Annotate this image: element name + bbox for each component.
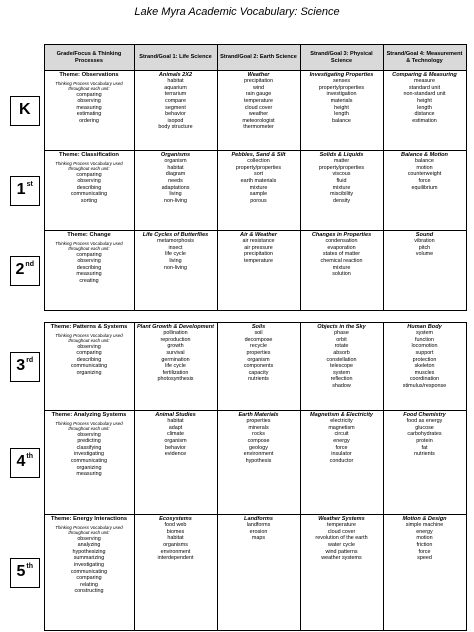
vocab-term: sample xyxy=(249,191,268,198)
vocab-term: property/properties xyxy=(235,164,282,171)
vocab-term: porous xyxy=(250,197,267,204)
vocab-term: soil xyxy=(254,330,263,337)
topic-cell xyxy=(383,151,466,231)
vocab-term: minerals xyxy=(248,424,269,431)
vocab-term: geology xyxy=(249,444,268,451)
vocab-term: absorb xyxy=(333,349,350,356)
vocab-term: hypothesizing xyxy=(72,548,106,555)
vocab-term: friction xyxy=(416,541,433,548)
vocab-term: describing xyxy=(76,356,102,363)
grade-cell xyxy=(6,71,44,151)
topic-cell xyxy=(300,515,383,631)
vocab-term: rotate xyxy=(334,343,349,350)
vocab-term: senses xyxy=(332,78,351,85)
process-note: Thinking Process Vocabulary used throughout each unit: xyxy=(55,160,123,171)
vocab-term: magnetism xyxy=(328,424,355,431)
theme-cell xyxy=(44,515,134,631)
theme-cell xyxy=(44,151,134,231)
vocab-term: cloud cover xyxy=(244,104,273,111)
vocab-term: comparing xyxy=(76,91,102,98)
vocab-term: stimulus/response xyxy=(402,382,447,389)
vocab-term: hypothesis xyxy=(245,457,272,464)
vocab-term: estimation xyxy=(412,117,437,124)
unit-topic: Investigating Properties xyxy=(309,72,374,78)
vocab-term: organism xyxy=(164,158,187,165)
vocab-term: growth xyxy=(167,343,184,350)
vocab-term: equilibrium xyxy=(411,184,438,191)
vocab-term: electricity xyxy=(330,418,353,425)
unit-topic: Animals 2X2 xyxy=(158,72,193,78)
topic-cell xyxy=(300,323,383,411)
vocab-term: reproduction xyxy=(160,336,191,343)
table-row xyxy=(6,231,466,311)
vocab-term: habitat xyxy=(167,535,184,542)
vocab-term: observing xyxy=(77,258,101,265)
table-row xyxy=(6,71,466,151)
vocab-term: protein xyxy=(416,437,433,444)
process-note: Thinking Process Vocabulary used throughout each unit: xyxy=(55,240,123,251)
vocab-term: nutrients xyxy=(248,376,269,383)
topic-cell xyxy=(217,515,300,631)
vocab-term: mixture xyxy=(332,264,351,271)
grade-cell xyxy=(6,411,44,515)
vocab-term: comparing xyxy=(76,575,102,582)
vocab-term: comparing xyxy=(76,171,102,178)
theme-cell xyxy=(44,231,134,311)
unit-topic: Changes in Properties xyxy=(311,232,372,238)
vocab-term: pitch xyxy=(418,244,431,251)
unit-topic: Life Cycles of Butterflies xyxy=(142,232,209,238)
vocab-term: height xyxy=(334,104,349,111)
vocab-term: measuring xyxy=(76,471,102,478)
topic-cell xyxy=(383,515,466,631)
vocab-term: force xyxy=(418,548,431,555)
vocab-term: investigating xyxy=(74,451,104,458)
vocab-term: meteorologist xyxy=(242,117,275,124)
vocab-term: erosion xyxy=(249,528,268,535)
vocab-term: solution xyxy=(332,271,351,278)
vocab-term: mixture xyxy=(249,184,268,191)
vocab-term: cloud cover xyxy=(327,528,356,535)
unit-topic: Earth Materials xyxy=(238,412,279,418)
topic-cell xyxy=(300,151,383,231)
topic-cell xyxy=(383,71,466,151)
vocab-term: matter xyxy=(333,158,350,165)
vocab-term: relating xyxy=(80,581,98,588)
vocabulary-table-intermediate xyxy=(6,322,467,631)
topic-cell xyxy=(134,411,217,515)
topic-cell xyxy=(134,151,217,231)
vocab-term: conductor xyxy=(329,457,354,464)
vocab-term: predicting xyxy=(77,438,101,445)
topic-cell xyxy=(134,231,217,311)
vocab-term: revolution of the earth xyxy=(315,535,368,542)
vocab-term: survival xyxy=(166,349,185,356)
theme-title: Theme: Energy Interactions xyxy=(50,516,128,522)
theme-cell xyxy=(44,71,134,151)
grade-cell xyxy=(6,323,44,411)
vocab-term: sort xyxy=(254,171,263,178)
vocab-term: describing xyxy=(76,264,102,271)
vocab-term: habitat xyxy=(167,418,184,425)
vocab-term: life cycle xyxy=(165,251,186,258)
unit-topic: Objects in the Sky xyxy=(317,324,366,330)
vocab-term: communicating xyxy=(70,363,108,370)
header-earth-science: Strand/Goal 2: Earth Science xyxy=(217,45,300,71)
vocab-term: earth materials xyxy=(240,177,277,184)
vocab-term: needs xyxy=(168,177,183,184)
vocab-term: properties xyxy=(246,349,271,356)
vocab-term: evaporation xyxy=(327,244,356,251)
vocab-term: observing xyxy=(77,178,101,185)
vocab-term: food web xyxy=(164,522,187,529)
vocab-term: insect xyxy=(168,244,183,251)
theme-title: Theme: Analyzing Systems xyxy=(51,412,127,418)
vocab-term: height xyxy=(417,97,432,104)
vocab-term: metamorphosis xyxy=(157,238,194,245)
vocab-term: rocks xyxy=(252,431,265,438)
vocab-term: segment xyxy=(165,104,186,111)
vocabulary-table-primary xyxy=(6,44,467,311)
grade-label-k: K xyxy=(10,96,40,126)
theme-title: Theme: Observations xyxy=(59,72,119,78)
vocab-term: water cycle xyxy=(328,541,355,548)
table-row xyxy=(6,411,466,515)
corner-blank xyxy=(6,45,44,71)
vocab-term: habitat xyxy=(167,78,184,85)
unit-topic: Solids & Liquids xyxy=(319,152,364,158)
vocab-term: standard unit xyxy=(408,84,441,91)
vocab-term: photosynthesis xyxy=(157,376,194,383)
vocab-term: observing xyxy=(77,343,101,350)
theme-title: Theme: Change xyxy=(67,232,111,238)
vocab-term: decompose xyxy=(244,336,273,343)
vocab-term: simple machine xyxy=(405,522,444,529)
topic-cell xyxy=(383,411,466,515)
vocab-term: living xyxy=(169,191,182,198)
vocab-term: materials xyxy=(330,97,353,104)
process-note: Thinking Process Vocabulary used throughout each unit: xyxy=(55,524,123,535)
vocab-term: communicating xyxy=(70,191,108,198)
vocab-term: temperature xyxy=(326,522,357,529)
vocab-term: observing xyxy=(77,431,101,438)
vocab-term: recycle xyxy=(249,343,268,350)
unit-topic: Comparing & Measuring xyxy=(392,72,457,78)
vocab-term: fluid xyxy=(336,177,347,184)
theme-title: Theme: Patterns & Systems xyxy=(50,324,128,330)
vocab-term: circuit xyxy=(334,431,349,438)
vocab-term: describing xyxy=(76,184,102,191)
vocab-term: temperature xyxy=(243,97,274,104)
vocab-term: sorting xyxy=(80,197,98,204)
vocab-term: observing xyxy=(77,98,101,105)
vocab-term: environment xyxy=(243,451,274,458)
vocab-term: nutrients xyxy=(414,451,435,458)
unit-topic: Ecosystems xyxy=(159,516,192,522)
vocab-term: climate xyxy=(166,431,185,438)
vocab-term: communicating xyxy=(70,568,108,575)
vocab-term: non-standard unit xyxy=(403,91,446,98)
vocab-term: precipitation xyxy=(243,251,274,258)
topic-cell xyxy=(217,71,300,151)
vocab-term: analyzing xyxy=(77,542,101,549)
vocab-term: organism xyxy=(247,356,270,363)
vocab-term: compose xyxy=(247,437,270,444)
theme-cell xyxy=(44,323,134,411)
theme-cell xyxy=(44,411,134,515)
vocab-term: pollination xyxy=(163,330,188,337)
vocab-term: classifying xyxy=(76,444,102,451)
unit-topic: Air & Weather xyxy=(240,232,277,238)
vocab-term: motion xyxy=(416,535,433,542)
vocab-term: states of matter xyxy=(322,251,361,258)
vocab-term: insulator xyxy=(331,451,352,458)
vocab-term: distance xyxy=(414,111,435,118)
unit-topic: Animal Studies xyxy=(155,412,196,418)
grade-label-5th: 5 $^{th}$ xyxy=(10,558,40,588)
page-title: Lake Myra Academic Vocabulary: Science xyxy=(134,6,340,18)
topic-cell xyxy=(134,515,217,631)
vocab-term: property/properties xyxy=(318,84,365,91)
vocab-term: length xyxy=(334,111,349,118)
vocab-term: constellation xyxy=(326,356,357,363)
vocab-term: force xyxy=(418,177,431,184)
vocab-term: creating xyxy=(79,277,99,284)
vocab-term: organizing xyxy=(76,464,102,471)
vocab-term: fat xyxy=(421,444,428,451)
vocab-term: adaptations xyxy=(161,184,190,191)
vocab-term: condensation xyxy=(325,238,358,245)
vocab-term: terrarium xyxy=(164,91,187,98)
vocab-term: observing xyxy=(77,535,101,542)
vocab-term: interdependent xyxy=(157,555,194,562)
vocab-term: length xyxy=(417,104,432,111)
grade-cell xyxy=(6,515,44,631)
table-row xyxy=(6,151,466,231)
vocab-term: force xyxy=(335,444,348,451)
vocab-term: speed xyxy=(417,555,432,562)
grade-label-3rd: 3 $^{rd}$ xyxy=(10,352,40,382)
unit-topic: Weather xyxy=(247,72,270,78)
grade-label-1st: 1 $^{st}$ xyxy=(10,176,40,206)
vocab-term: food as energy xyxy=(406,418,443,425)
vocab-term: protection xyxy=(412,356,437,363)
vocab-term: aquarium xyxy=(164,84,187,91)
process-note: Thinking Process Vocabulary used throughout each unit: xyxy=(55,420,123,431)
topic-cell xyxy=(300,411,383,515)
unit-topic: Plant Growth & Development xyxy=(136,324,215,330)
vocab-term: isopod xyxy=(167,117,184,124)
vocab-term: summarizing xyxy=(73,555,105,562)
vocab-term: measuring xyxy=(76,271,102,278)
vocab-term: phase xyxy=(334,330,349,337)
vocab-term: temperature xyxy=(243,257,274,264)
unit-topic: Pebbles, Sand & Silt xyxy=(231,152,286,158)
vocab-term: maps xyxy=(251,535,266,542)
vocab-term: system xyxy=(415,330,434,337)
vocab-term: biomes xyxy=(166,528,185,535)
unit-topic: Organisms xyxy=(160,152,191,158)
process-note: Thinking Process Vocabulary used throughout each unit: xyxy=(55,80,123,91)
header-physical-science: Strand/Goal 3: Physical Science xyxy=(300,45,383,71)
vocab-term: weather systems xyxy=(321,555,362,562)
topic-cell xyxy=(300,71,383,151)
vocab-term: comparing xyxy=(76,350,102,357)
vocab-term: counterweight xyxy=(407,171,442,178)
vocab-term: balance xyxy=(332,117,351,124)
vocab-term: orbit xyxy=(336,336,347,343)
vocab-term: rain gauge xyxy=(245,91,272,98)
unit-topic: Weather Systems xyxy=(318,516,365,522)
vocab-term: investigating xyxy=(74,561,104,568)
vocab-term: energy xyxy=(416,528,433,535)
vocab-term: landforms xyxy=(246,522,271,529)
vocab-term: comparing xyxy=(76,251,102,258)
vocab-term: thermometer xyxy=(243,124,274,131)
header-measurement-technology: Strand/Goal 4: Measurement & Technology xyxy=(383,45,466,71)
process-note: Thinking Process Vocabulary used throughout each unit: xyxy=(55,332,123,343)
vocab-term: property/properties xyxy=(318,164,365,171)
vocab-term: skeleton xyxy=(414,363,435,370)
vocab-term: wind patterns xyxy=(325,548,358,555)
vocab-term: miscibility xyxy=(329,191,354,198)
vocab-term: locomotion xyxy=(411,343,438,350)
grade-cell xyxy=(6,151,44,231)
vocab-term: compare xyxy=(165,97,186,104)
vocab-term: mixture xyxy=(332,184,351,191)
vocab-term: support xyxy=(415,349,434,356)
vocab-term: investigation xyxy=(326,91,357,98)
unit-topic: Food Chemistry xyxy=(403,412,446,418)
vocab-term: diagram xyxy=(165,171,186,178)
vocab-term: environment xyxy=(160,548,191,555)
vocab-term: precipitation xyxy=(243,78,274,85)
grade-cell xyxy=(6,231,44,311)
vocab-term: vibration xyxy=(414,238,435,245)
vocab-term: non-living xyxy=(163,264,188,271)
unit-topic: Sound xyxy=(415,232,434,238)
vocab-term: germination xyxy=(161,356,190,363)
vocab-term: communicating xyxy=(70,457,108,464)
vocab-term: behavior xyxy=(165,444,186,451)
header-life-science: Strand/Goal 1: Life Science xyxy=(134,45,217,71)
theme-title: Theme: Classification xyxy=(59,152,119,158)
vocab-term: telescope xyxy=(329,363,354,370)
vocab-term: behavior xyxy=(165,111,186,118)
vocab-term: constructing xyxy=(74,588,104,595)
vocab-term: carbohydrates xyxy=(407,431,442,438)
header-grade-focus: Grade/Focus & Thinking Processes xyxy=(44,45,134,71)
topic-cell xyxy=(217,151,300,231)
vocab-term: motion xyxy=(416,164,433,171)
unit-topic: Balance & Motion xyxy=(401,152,448,158)
vocab-term: air resistance xyxy=(242,238,275,245)
unit-topic: Landforms xyxy=(244,516,273,522)
vocab-term: components xyxy=(243,363,274,370)
vocab-term: non-living xyxy=(163,197,188,204)
vocab-term: body structure xyxy=(158,124,193,131)
vocab-term: living xyxy=(169,257,182,264)
vocab-term: shadow xyxy=(332,382,351,389)
vocab-term: system xyxy=(332,369,351,376)
vocab-term: wind xyxy=(252,84,265,91)
vocab-term: collection xyxy=(247,158,270,165)
topic-cell xyxy=(217,231,300,311)
unit-topic: Soils xyxy=(251,324,266,330)
vocab-term: habitat xyxy=(167,164,184,171)
vocab-term: organism xyxy=(164,437,187,444)
vocab-term: volume xyxy=(415,251,434,258)
vocab-term: glucose xyxy=(415,424,434,431)
topic-cell xyxy=(383,231,466,311)
vocab-term: capacity xyxy=(248,369,269,376)
vocab-term: energy xyxy=(333,437,350,444)
topic-cell xyxy=(134,323,217,411)
table-row xyxy=(6,515,466,631)
topic-cell xyxy=(383,323,466,411)
vocab-term: measure xyxy=(414,78,435,85)
unit-topic: Human Body xyxy=(407,324,442,330)
vocab-term: evidence xyxy=(164,451,187,458)
grade-label-4th: 4 $^{th}$ xyxy=(10,448,40,478)
vocab-term: balance xyxy=(415,158,434,165)
table-row xyxy=(6,323,466,411)
vocab-term: reflection xyxy=(330,376,353,383)
topic-cell xyxy=(134,71,217,151)
vocab-term: chemical reaction xyxy=(320,257,363,264)
vocab-term: organisms xyxy=(163,541,188,548)
vocab-term: estimating xyxy=(76,111,102,118)
topic-cell xyxy=(217,411,300,515)
vocab-term: air pressure xyxy=(244,244,273,251)
vocab-term: weather xyxy=(248,111,269,118)
vocab-term: muscles xyxy=(414,369,435,376)
vocab-term: fertilization xyxy=(162,369,189,376)
vocab-term: coordination xyxy=(409,376,440,383)
unit-topic: Motion & Design xyxy=(402,516,447,522)
vocab-term: function xyxy=(415,336,434,343)
vocab-term: viscous xyxy=(332,171,351,178)
vocab-term: life cycle xyxy=(165,363,186,370)
topic-cell xyxy=(217,323,300,411)
topic-cell xyxy=(300,231,383,311)
vocab-term: adapt xyxy=(168,424,183,431)
grade-label-2nd: 2 $^{nd}$ xyxy=(10,256,40,286)
vocab-term: properties xyxy=(246,418,271,425)
unit-topic: Magnetism & Electricity xyxy=(309,412,374,418)
vocab-term: measuring xyxy=(76,104,102,111)
vocab-term: ordering xyxy=(79,117,99,124)
vocab-term: organizing xyxy=(76,369,102,376)
vocab-term: density xyxy=(332,197,351,204)
